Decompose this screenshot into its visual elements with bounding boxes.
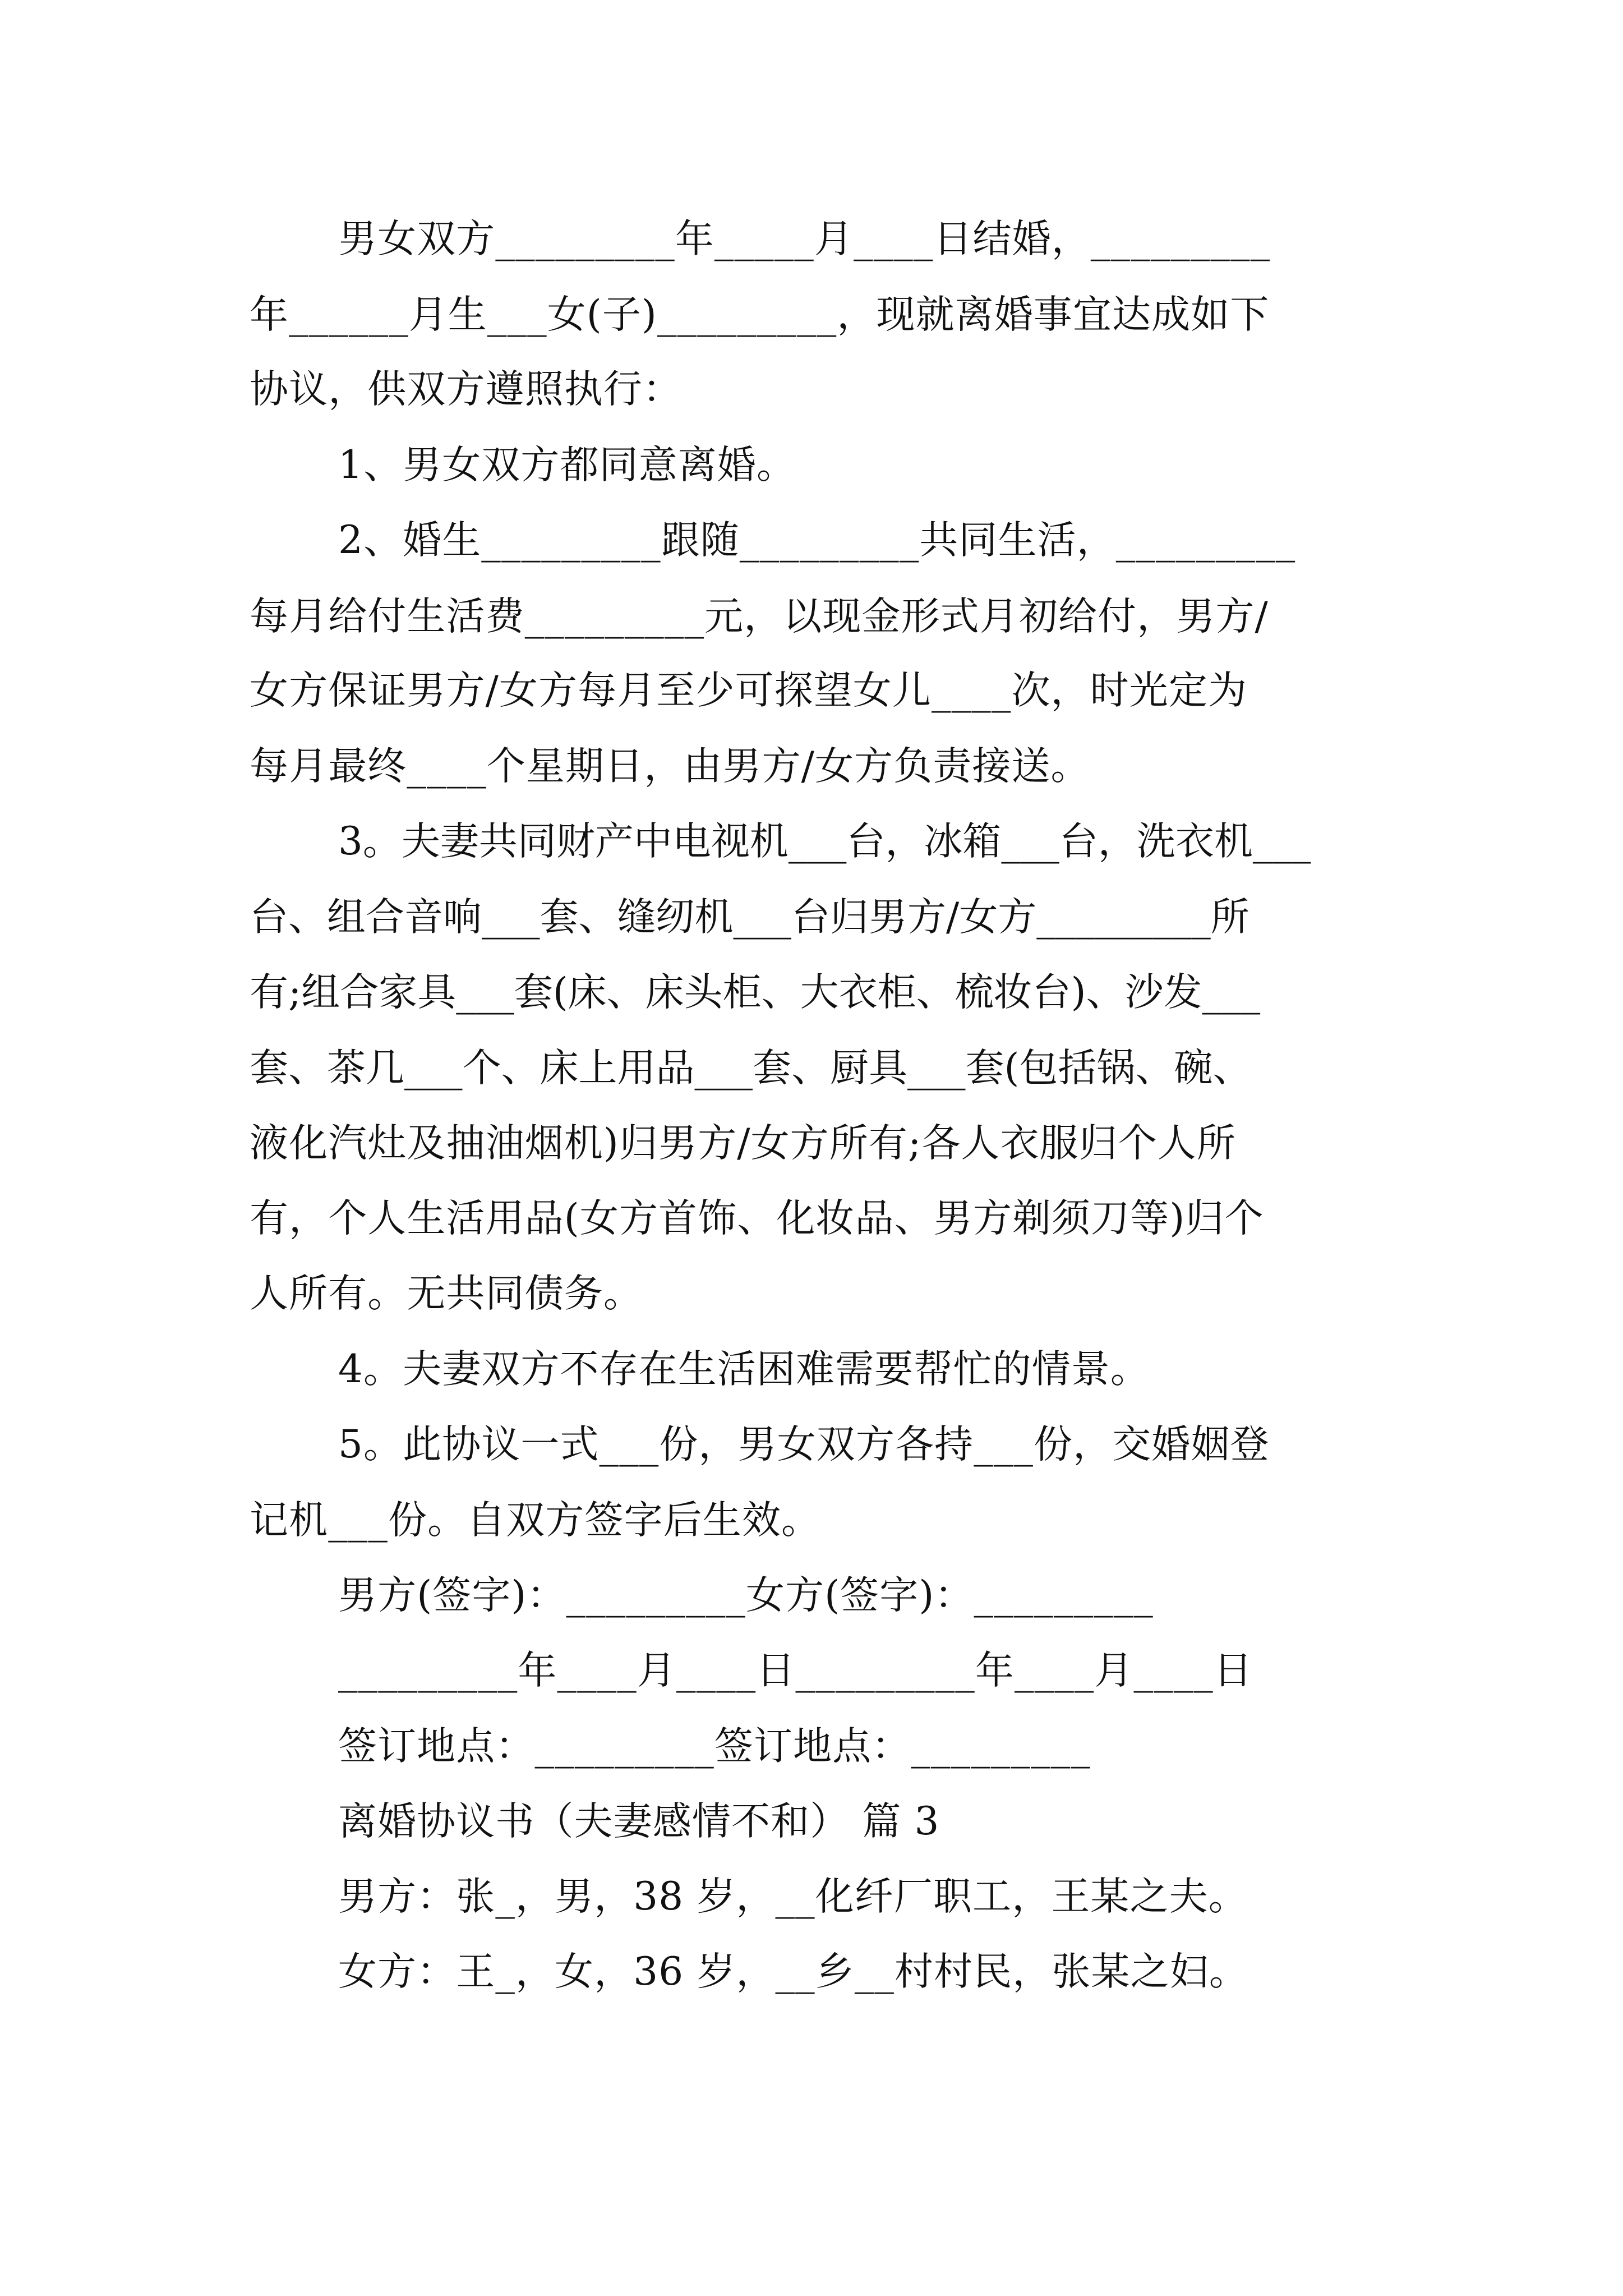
- line-17: 5。此协议一式___份，男女双方各持___份，交婚姻登: [338, 1422, 1270, 1467]
- line-7: 女方保证男方/女方每月至少可探望女儿____次，时光定为: [250, 668, 1248, 713]
- line-18: 记机___份。自双方签字后生效。: [250, 1498, 821, 1543]
- line-22: 离婚协议书（夫妻感情不和） 篇 3: [338, 1799, 940, 1844]
- line-4: 1、男女双方都同意离婚。: [338, 443, 796, 487]
- line-8: 每月最终____个星期日，由男方/女方负责接送。: [250, 744, 1090, 789]
- line-23: 男方：张_，男，38 岁，__化纤厂职工，王某之夫。: [338, 1874, 1248, 1919]
- line-11: 有;组合家具___套(床、床头柜、大衣柜、梳妆台)、沙发___: [250, 970, 1261, 1015]
- line-13: 液化汽灶及抽油烟机)归男方/女方所有;各人衣服归个人所: [250, 1121, 1237, 1166]
- line-2: 年______月生___女(子)_________，现就离婚事宜达成如下: [250, 292, 1270, 337]
- line-21: 签订地点：_________签订地点：_________: [338, 1724, 1091, 1769]
- line-5: 2、婚生_________跟随_________共同生活，_________: [338, 518, 1296, 563]
- line-16: 4。夫妻双方不存在生活困难需要帮忙的情景。: [338, 1347, 1150, 1392]
- line-10: 台、组合音响___套、缝纫机___台归男方/女方_________所: [250, 895, 1249, 940]
- line-1: 男女双方_________年_____月____日结婚，_________: [338, 217, 1271, 261]
- line-9: 3。夫妻共同财产中电视机___台，冰箱___台，洗衣机___: [338, 819, 1311, 864]
- line-6: 每月给付生活费_________元，以现金形式月初给付，男方/: [250, 594, 1269, 639]
- line-19: 男方(签字)：_________女方(签字)：_________: [338, 1573, 1154, 1618]
- line-12: 套、茶几___个、床上用品___套、厨具___套(包括锅、碗、: [250, 1046, 1252, 1091]
- line-14: 有，个人生活用品(女方首饰、化妆品、男方剃须刀等)归个: [250, 1196, 1264, 1241]
- line-15: 人所有。无共同债务。: [250, 1271, 643, 1316]
- line-24: 女方：王_，女，36 岁，__乡__村村民，张某之妇。: [338, 1949, 1248, 1994]
- line-3: 协议，供双方遵照执行：: [250, 367, 683, 412]
- line-20: _________年____月____日_________年____月____日: [338, 1648, 1253, 1693]
